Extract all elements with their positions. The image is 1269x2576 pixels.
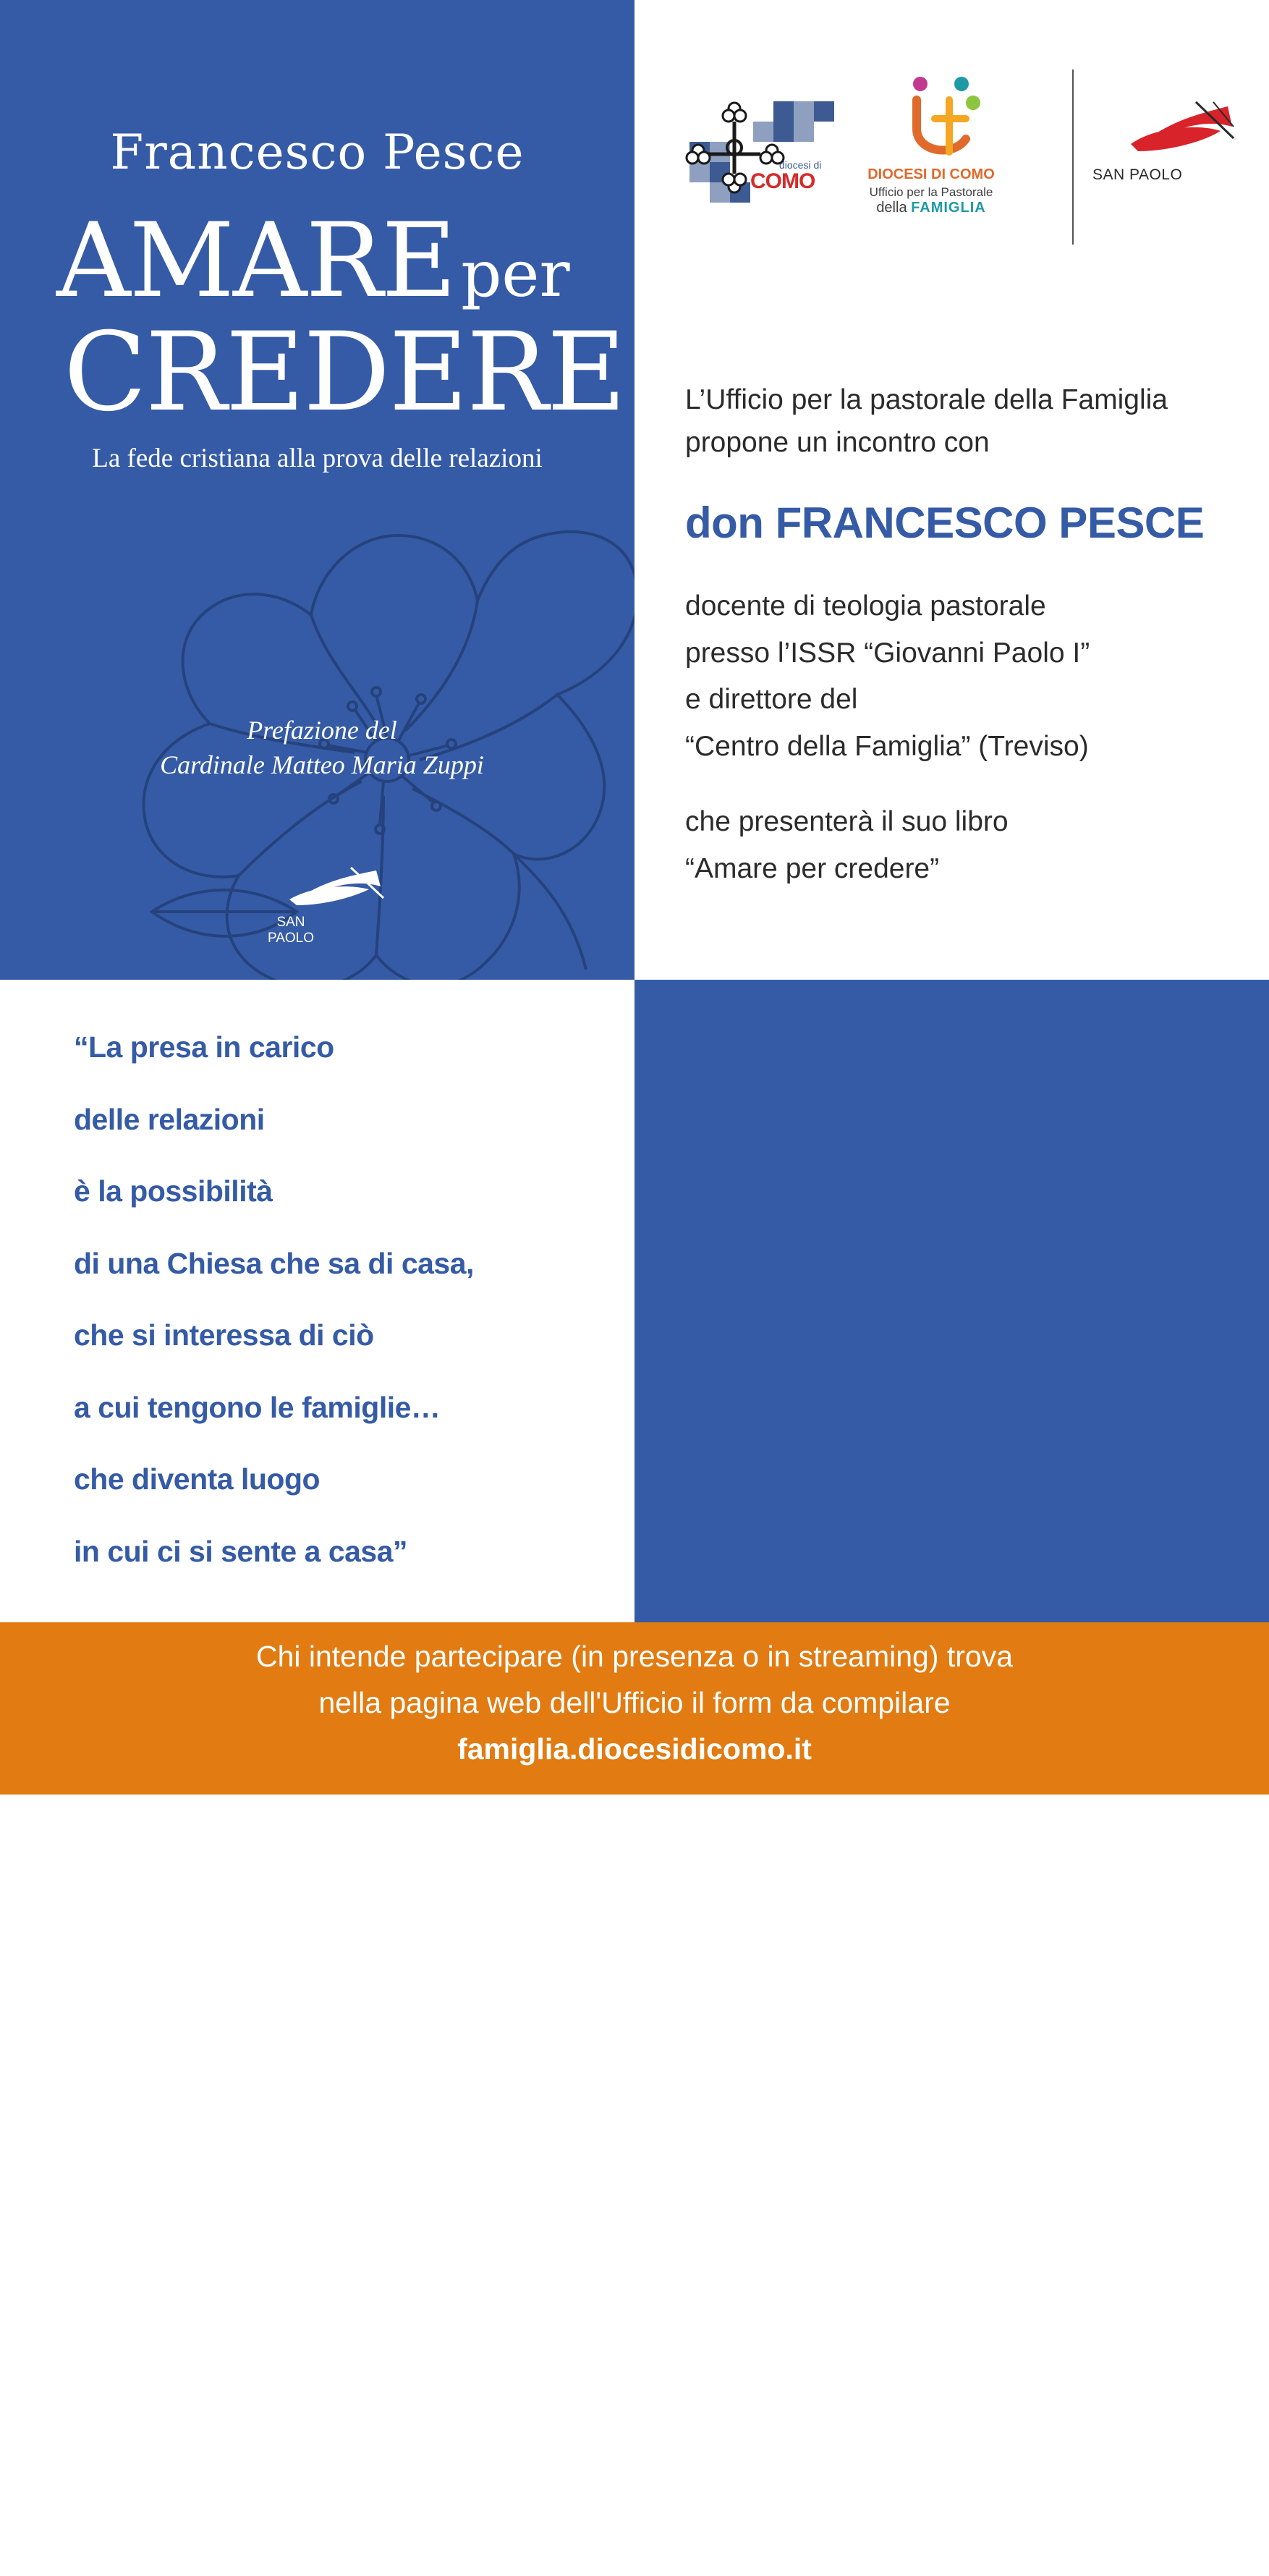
quote-block (74, 1012, 474, 1588)
event-city (685, 2276, 833, 2330)
speaker-bio-line1: docente di teologia pastorale (685, 590, 1046, 622)
quote-line: “La presa in carico (74, 1030, 334, 1064)
event-streaming-line2: anche tramite la diretta streaming (685, 2467, 1104, 2499)
speaker-bio-line3: e direttore del (685, 684, 858, 716)
como-logo-text: COMO (750, 169, 815, 193)
event-date-text: 19 novembre (685, 2074, 1142, 2158)
event-streaming-note (685, 2411, 1104, 2507)
event-time: Ore 17.00 (917, 2190, 1116, 2240)
book-subtitle: La fede cristiana alla prova delle relazioni (92, 444, 543, 473)
event-day: Domenica (685, 1993, 1040, 2077)
intro-line2: propone un incontro con (685, 426, 990, 458)
famiglia-logo-line3 (852, 200, 1011, 216)
famiglia-logo-title: DIOCESI DI COMO (867, 166, 995, 182)
speaker-bio-line2: presso l’ISSR “Giovanni Paolo I” (685, 637, 1090, 669)
footer-website-link[interactable]: famiglia.diocesidicomo.it (457, 1732, 812, 1766)
event-venue: Seminario Vescovile (855, 2287, 1181, 2328)
famiglia-logo-line2: Ufficio per la Pastorale (869, 185, 993, 199)
book-publisher: SAN PAOLO (267, 915, 315, 946)
event-call-to-action: VI ASPETTIAMO NUMEROSI! (685, 2533, 1194, 2575)
event-streaming-line1: Sarà possibile seguire l'incontro (685, 2419, 1083, 2450)
quote-line: che diventa luogo (74, 1462, 321, 1496)
book-cover-panel (0, 0, 634, 980)
ufficio-famiglia-logo-icon (880, 72, 996, 166)
famiglia-logo-della: della (876, 200, 907, 216)
intro-text (685, 379, 1168, 464)
logo-divider (1072, 69, 1074, 245)
speaker-bio-line4: “Centro della Famiglia” (Treviso) (685, 731, 1089, 763)
quote-line: a cui tengono le famiglie… (74, 1390, 441, 1424)
book-preface-line1: Prefazione del (247, 716, 397, 745)
event-address: Via Baserga 81 (859, 2329, 1105, 2370)
como-logo-small-text: diocesi di (779, 159, 822, 171)
san-paolo-publisher-logo-icon (1126, 98, 1235, 163)
event-year: 2023 (685, 2155, 850, 2240)
famiglia-logo-famiglia: FAMIGLIA (911, 200, 986, 216)
intro-panel (634, 0, 1269, 980)
quote-line: è la possibilità (74, 1174, 273, 1208)
san-paolo-logo-text: SAN PAOLO (1092, 166, 1183, 183)
event-separator: | (814, 2277, 828, 2329)
speaker-bio (685, 583, 1090, 771)
footer-line1: Chi intende partecipare (in presenza o in streaming) trova (255, 1640, 1014, 1673)
san-paolo-logo-icon (282, 865, 391, 911)
book-title-word2: per (461, 237, 570, 311)
intro-line1: L’Ufficio per la pastorale della Famiglia (685, 384, 1168, 415)
book-preface-line2: Cardinale Matteo Maria Zuppi (160, 750, 484, 780)
footer-line2: nella pagina web dell'Ufficio il form da compilare (318, 1686, 951, 1719)
book-presentation-line2: “Amare per credere” (685, 852, 940, 884)
quote-line: che si interessa di ciò (74, 1318, 374, 1352)
quote-line: di una Chiesa che sa di casa, (74, 1246, 474, 1280)
book-preface (87, 713, 557, 782)
book-title-word1: AMARE (56, 201, 456, 321)
event-city-name: Como (685, 2277, 809, 2329)
book-author: Francesco Pesce (110, 124, 525, 180)
book-title (56, 201, 625, 436)
quote-line: in cui ci si sente a casa” (74, 1534, 408, 1568)
book-presentation (685, 799, 1009, 892)
speaker-name: don FRANCESCO PESCE (685, 499, 1205, 547)
book-presentation-line1: che presenterà il suo libro (685, 806, 1009, 837)
book-title-word3: CREDERE (64, 310, 625, 436)
quote-line: delle relazioni (74, 1102, 265, 1136)
